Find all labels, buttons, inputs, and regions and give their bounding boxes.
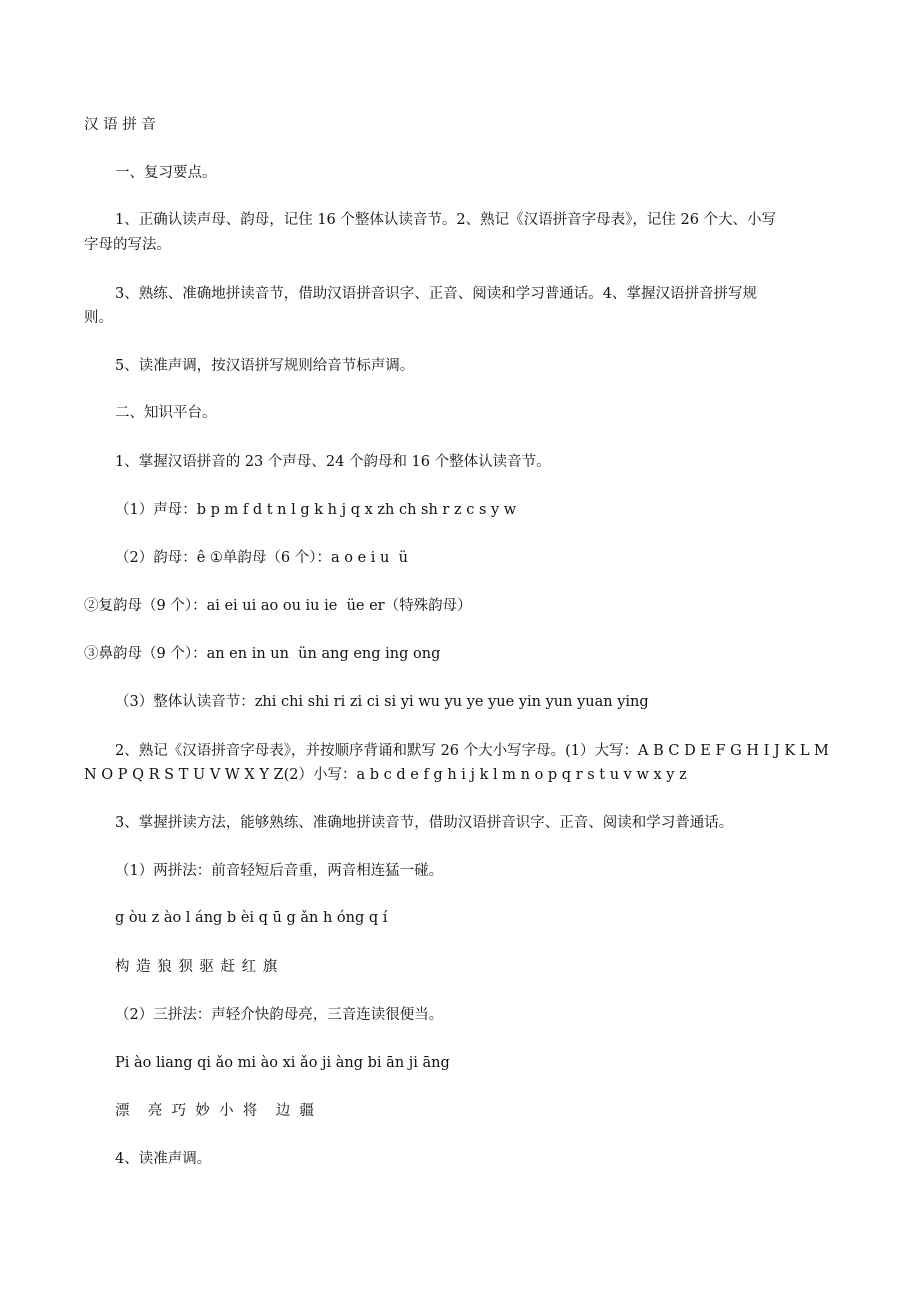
paragraph: 1、正确认读声母、韵母，记住 16 个整体认读音节。2、熟记《汉语拼音字母表》，记住 26 个大、小写 — [115, 212, 777, 228]
pinyin-line: g òu z ào l áng b èi q ū g ǎn h óng q í — [115, 910, 388, 926]
paragraph: （2）三拼法：声轻介快韵母亮，三音连读很便当。 — [115, 1007, 444, 1023]
paragraph: 2、熟记《汉语拼音字母表》，并按顺序背诵和默写 26 个大小写字母。(1）大写：A B C D E F G H I J K L M — [115, 743, 829, 759]
paragraph: （3）整体认读音节：zhi chi shi ri zi ci si yi wu yu ye yue yin yun yuan ying — [115, 694, 649, 710]
section-heading: 一、复习要点。 — [115, 165, 217, 181]
section-heading: 二、知识平台。 — [115, 405, 217, 421]
paragraph: ③鼻韵母（9 个）：an en in un ün ang eng ing ong — [84, 646, 441, 662]
paragraph: （2）韵母：ê ①单韵母（6 个）：a o e i u ü — [115, 550, 408, 566]
hanzi-line: 漂 亮 巧 妙 小 将 边 疆 — [115, 1103, 314, 1119]
pinyin-line: Pi ào liang qi ǎo mi ào xi ǎo ji àng bi ān ji āng — [115, 1055, 450, 1071]
paragraph: 5、读准声调，按汉语拼写规则给音节标声调。 — [115, 358, 415, 374]
paragraph: （1）两拼法：前音轻短后音重，两音相连猛一碰。 — [115, 863, 444, 879]
paragraph: 3、熟练、准确地拼读音节，借助汉语拼音识字、正音、阅读和学习普通话。4、掌握汉语拼音拼写规 — [115, 286, 757, 302]
hanzi-line: 构 造 狼 狈 驱 赶 红 旗 — [115, 959, 279, 975]
document-title: 汉 语 拼 音 — [84, 117, 156, 133]
paragraph: 1、掌握汉语拼音的 23 个声母、24 个韵母和 16 个整体认读音节。 — [115, 454, 551, 470]
paragraph: 3、掌握拼读方法，能够熟练、准确地拼读音节，借助汉语拼音识字、正音、阅读和学习普通话。 — [115, 815, 734, 831]
paragraph-continuation: 字母的写法。 — [84, 237, 171, 253]
paragraph-continuation: N O P Q R S T U V W X Y Z(2）小写：a b c d e f g h i j k l m n o p q r s t u v w x y z — [84, 767, 687, 783]
paragraph: （1）声母：b p m f d t n l g k h j q x zh ch sh r z c s y w — [115, 502, 517, 518]
paragraph: ②复韵母（9 个）：ai ei ui ao ou iu ie üe er（特殊韵母） — [84, 598, 472, 614]
paragraph: 4、读准声调。 — [115, 1151, 212, 1167]
paragraph-continuation: 则。 — [84, 310, 113, 326]
